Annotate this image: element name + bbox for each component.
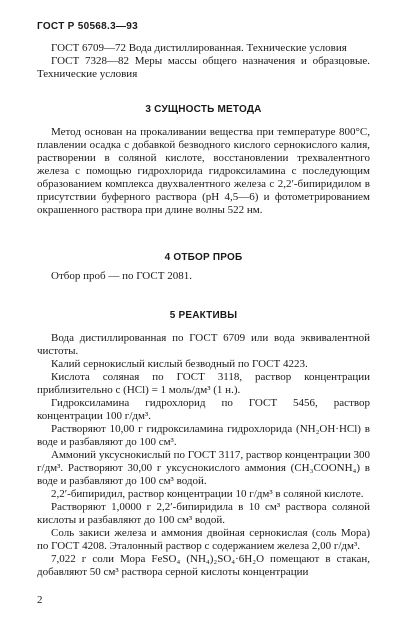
section-4-text: Отбор проб — по ГОСТ 2081. bbox=[51, 270, 192, 282]
document-body bbox=[37, 42, 370, 579]
page-number: 2 bbox=[37, 594, 43, 606]
reagent-paragraph: 7,022 г соли Мора FeSO₄ (NH₄)₂SO₄·6H₂O помещают в стакан, добавляют 50 см³ раствора серной кислоты концентрации bbox=[37, 553, 370, 578]
reagent-paragraph: Растворяют 10,00 г гидроксиламина гидрохлорида (NH₂OH·HCl) в воде и разбавляют до 100 см³. bbox=[37, 423, 370, 448]
section-4-heading: 4 ОТБОР ПРОБ bbox=[164, 252, 243, 263]
intro-line-1: ГОСТ 6709—72 Вода дистиллированная. Технические условия bbox=[51, 42, 347, 54]
section-3-heading: 3 СУЩНОСТЬ МЕТОДА bbox=[145, 104, 262, 115]
reagent-paragraph: Кислота соляная по ГОСТ 3118, раствор концентрации приблизительно с (НСl) = 1 моль/дм³ (1 н.). bbox=[37, 371, 370, 396]
reagent-paragraph: Растворяют 1,0000 г 2,2′-бипиридила в 10 см³ раствора соляной кислоты и разбавляют до 100 см³ водой. bbox=[37, 501, 370, 526]
reagent-paragraph: Калий сернокислый кислый безводный по ГОСТ 4223. bbox=[51, 358, 308, 370]
reagent-paragraph: Аммоний уксуснокислый по ГОСТ 3117, раствор концентрации 300 г/дм³. Растворяют 30,00 г уксуснокислого аммония (CH₃COONH₄) в воде и разбавляют до 100 см³ водой. bbox=[37, 449, 370, 487]
reagent-paragraph: Вода дистиллированная по ГОСТ 6709 или вода эквивалентной чистоты. bbox=[37, 332, 370, 357]
reagent-paragraph: Гидроксиламина гидрохлорид по ГОСТ 5456, раствор концентрации 100 г/дм³. bbox=[37, 397, 370, 422]
intro-line-2: ГОСТ 7328—82 Меры массы общего назначения и образцовые. Технические условия bbox=[37, 55, 370, 80]
standard-code-header: ГОСТ Р 50568.3—93 bbox=[37, 21, 138, 32]
reagent-paragraph: 2,2′-бипиридил, раствор концентрации 10 г/дм³ в соляной кислоте. bbox=[51, 488, 364, 500]
section-5-heading: 5 РЕАКТИВЫ bbox=[169, 310, 238, 321]
reagent-paragraph: Соль закиси железа и аммония двойная сернокислая (соль Мора) по ГОСТ 4208. Эталонный раствор с содержанием железа 2,00 г/дм³. bbox=[37, 527, 370, 552]
section-3-text: Метод основан на прокаливании вещества при температуре 800°С, плавлении осадка с добавкой безводного кислого сернокислого калия, растворении в соляной кислоте, восстановлении трехвалентного железа с помощью гидрохлорида гидроксиламина с последующим образованием комплекса двухвалентного железа с 2,2′-бипиридилом в присутствии буферного раствора (рН 4,5—6) и фотометрированием окрашенного раствора при длине волны 522 нм. bbox=[37, 126, 370, 216]
